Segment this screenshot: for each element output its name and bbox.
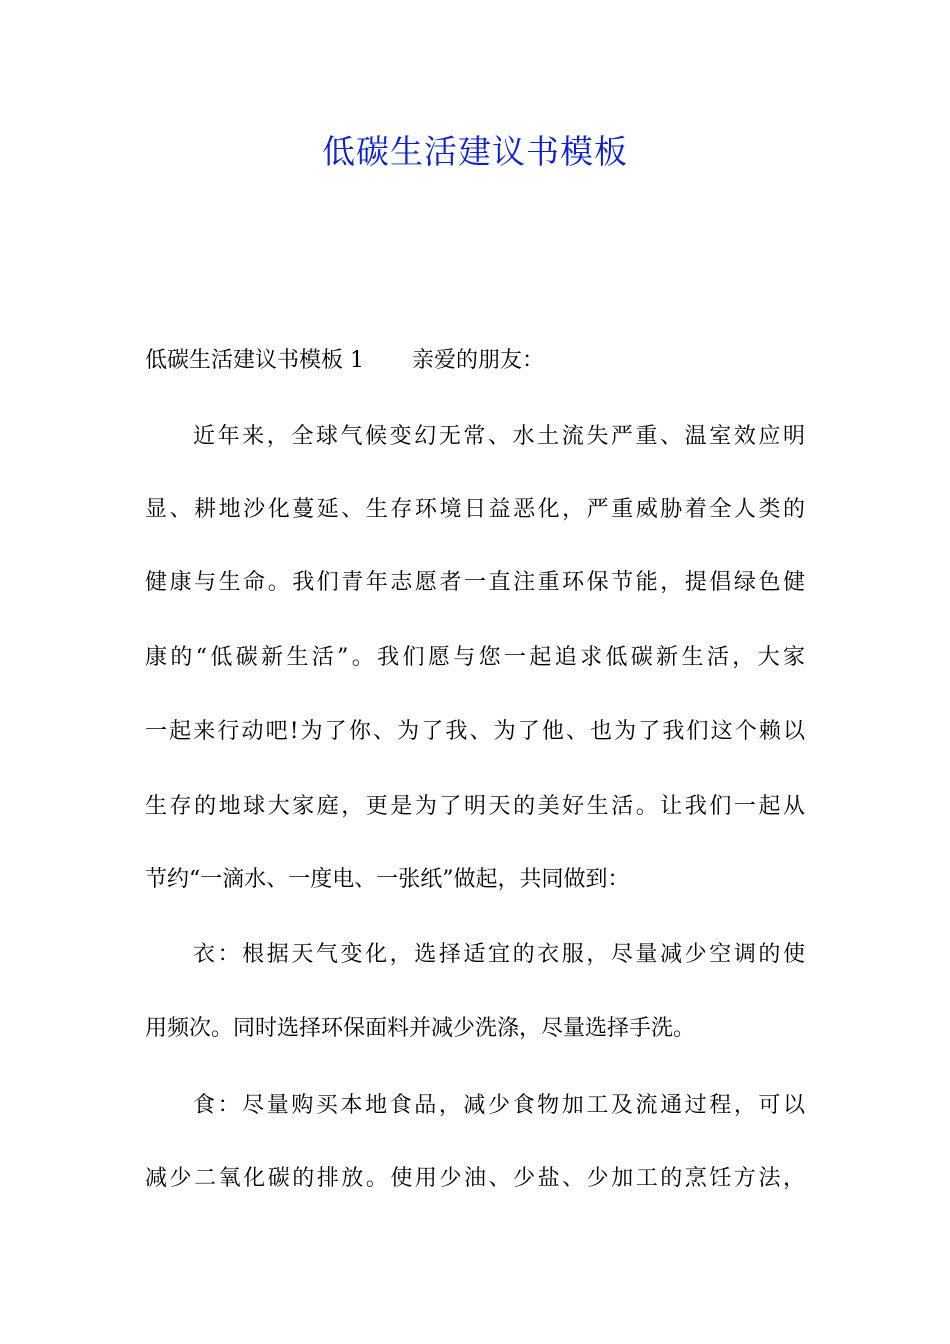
paragraph-line: 生存的地球大家庭，更是为了明天的美好生活。让我们一起从 [145, 794, 805, 819]
document-title: 低碳生活建议书模板 [322, 132, 628, 171]
paragraph-line: 康的“低碳新生活”。我们愿与您一起追求低碳新生活，大家 [145, 645, 805, 670]
paragraph-line: 用频次。同时选择环保面料并减少洗涤，尽量选择手洗。 [145, 1016, 696, 1041]
paragraph-line: 减少二氧化碳的排放。使用少油、少盐、少加工的烹饪方法， [145, 1166, 805, 1191]
salutation: 亲爱的朋友： [412, 348, 545, 373]
template-label: 低碳生活建议书模板 1 [145, 348, 364, 373]
paragraph-line: 近年来，全球气候变幻无常、水土流失严重、温室效应明 [193, 424, 805, 449]
paragraph-line: 显、耕地沙化蔓延、生存环境日益恶化，严重威胁着全人类的 [145, 497, 805, 522]
paragraph-line: 衣：根据天气变化，选择适宜的衣服，尽量减少空调的使 [193, 942, 805, 967]
paragraph-line: 健康与生命。我们青年志愿者一直注重环保节能，提倡绿色健 [145, 570, 805, 595]
heading-line [145, 345, 805, 377]
paragraph-line: 节约“一滴水、一度电、一张纸”做起，共同做到： [145, 867, 630, 892]
paragraph-line: 一起来行动吧!为了你、为了我、为了他、也为了我们这个赖以 [145, 719, 805, 744]
paragraph-line: 食：尽量购买本地食品，减少食物加工及流通过程，可以 [193, 1093, 805, 1118]
